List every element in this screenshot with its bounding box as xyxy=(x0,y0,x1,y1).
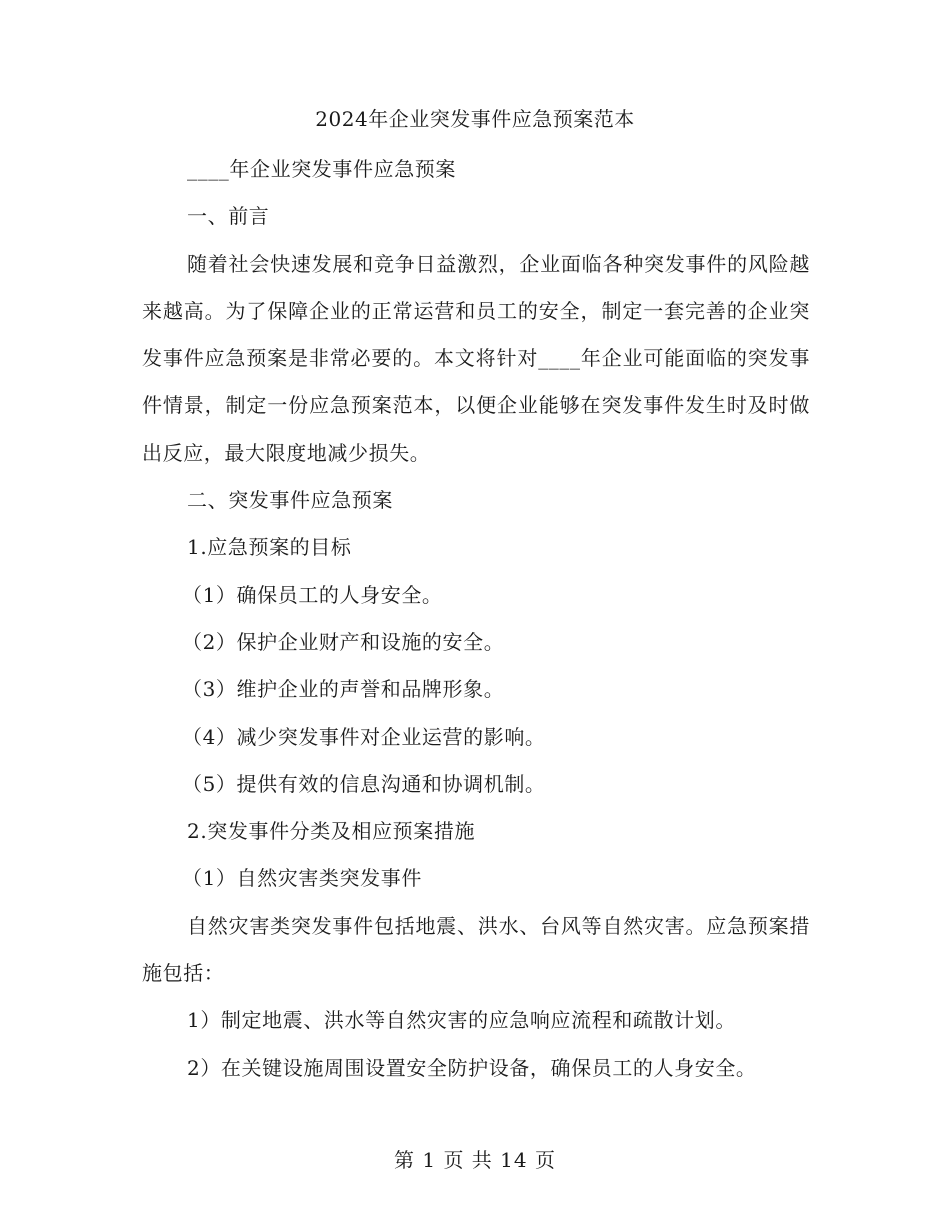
goal-item: （4）减少突发事件对企业运营的影响。 xyxy=(182,724,546,749)
measure-item: 2）在关键设施周围设置安全防护设备，确保员工的人身安全。 xyxy=(187,1055,757,1080)
document-body xyxy=(142,146,810,1092)
page-footer: 第 1 页 共 14 页 xyxy=(394,1148,556,1172)
preface-paragraph: 随着社会快速发展和竞争日益激烈，企业面临各种突发事件的风险越来越高。为了保障企业的正常运营和员工的安全，制定一套完善的企业突发事件应急预案是非常必要的。本文将针对____年企业可能面临的突发事件情景，制定一份应急预案范本，以便企业能够在突发事件发生时及时做出反应，最大限度地减少损失。 xyxy=(142,251,810,465)
document-subtitle: ____年企业突发事件应急预案 xyxy=(187,157,456,181)
natural-disaster-paragraph: 自然灾害类突发事件包括地震、洪水、台风等自然灾害。应急预案措施包括： xyxy=(142,913,810,986)
category-heading: 2.突发事件分类及相应预案措施 xyxy=(187,819,476,844)
document-title: 2024年企业突发事件应急预案范本 xyxy=(315,107,635,131)
measure-item: 1）制定地震、洪水等自然灾害的应急响应流程和疏散计划。 xyxy=(187,1008,736,1033)
goal-item: （1）确保员工的人身安全。 xyxy=(182,582,443,607)
goal-heading: 1.应急预案的目标 xyxy=(187,535,352,560)
natural-disaster-heading: （1）自然灾害类突发事件 xyxy=(182,866,422,891)
section-heading-preface: 一、前言 xyxy=(187,204,270,229)
goal-item: （2）保护企业财产和设施的安全。 xyxy=(182,629,505,654)
section-heading-plan: 二、突发事件应急预案 xyxy=(187,488,393,513)
goal-item: （3）维护企业的声誉和品牌形象。 xyxy=(182,677,505,702)
goal-item: （5）提供有效的信息沟通和协调机制。 xyxy=(182,771,546,796)
